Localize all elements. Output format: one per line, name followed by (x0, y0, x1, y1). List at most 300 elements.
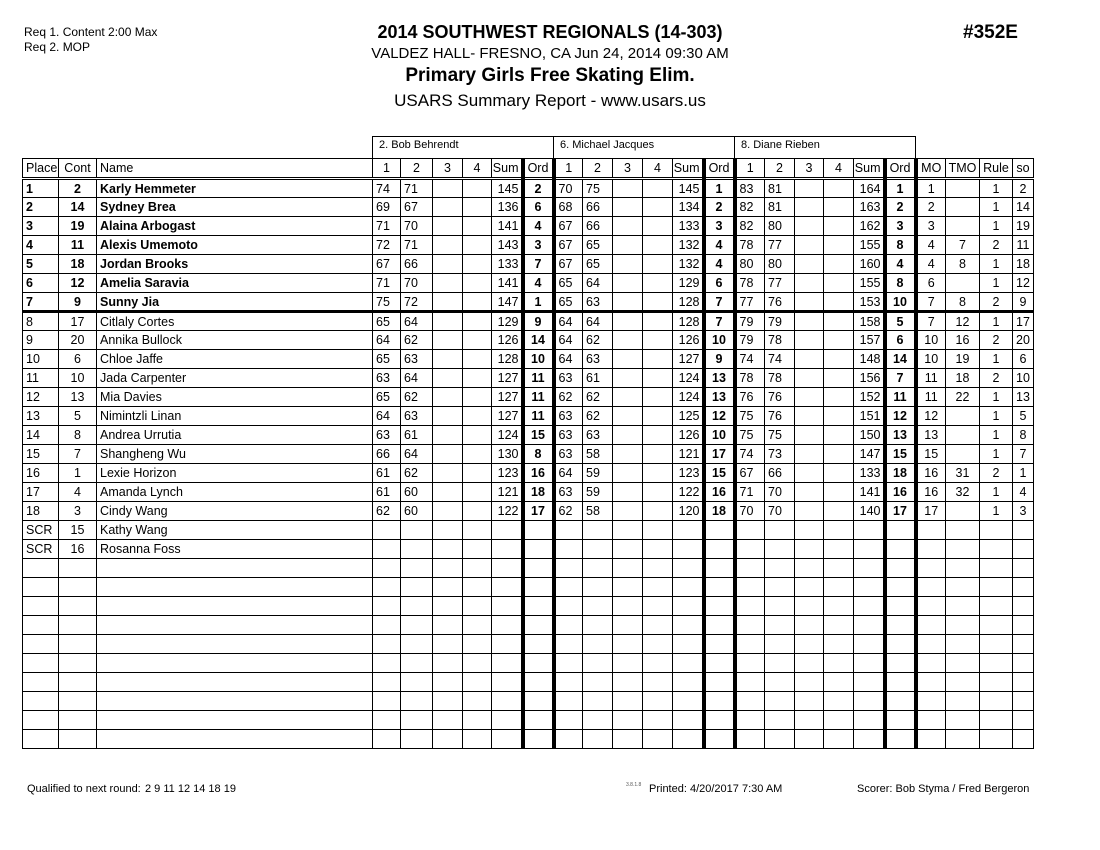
cont-cell: 14 (59, 198, 97, 217)
empty-cell (916, 597, 946, 616)
score-4-cell (643, 502, 673, 521)
tmo-cell (946, 540, 980, 559)
name-cell: Rosanna Foss (97, 540, 373, 559)
tmo-cell: 19 (946, 350, 980, 369)
score-2-cell: 58 (583, 502, 613, 521)
score-3-cell (433, 312, 463, 331)
empty-cell (946, 730, 980, 749)
ordinal-cell: 1 (885, 179, 916, 198)
so-cell: 20 (1013, 331, 1034, 350)
rule-cell: 2 (980, 236, 1013, 255)
empty-cell (916, 692, 946, 711)
name-cell: Andrea Urrutia (97, 426, 373, 445)
empty-cell (23, 692, 59, 711)
score-2-cell: 65 (583, 236, 613, 255)
score-4-cell (824, 350, 854, 369)
score-4-cell (824, 198, 854, 217)
empty-cell (854, 597, 885, 616)
score-3-cell (795, 331, 824, 350)
ordinal-cell (523, 540, 554, 559)
score-3-cell (795, 540, 824, 559)
so-cell: 1 (1013, 464, 1034, 483)
empty-cell (433, 730, 463, 749)
score-2-cell: 60 (401, 502, 433, 521)
rule-cell: 1 (980, 388, 1013, 407)
ordinal-cell: 8 (885, 274, 916, 293)
score-2-cell: 66 (583, 217, 613, 236)
ordinal-cell (885, 540, 916, 559)
place-cell: 7 (23, 293, 59, 312)
sum-cell: 145 (673, 179, 704, 198)
place-cell: SCR (23, 540, 59, 559)
empty-cell (554, 635, 583, 654)
empty-cell (824, 635, 854, 654)
score-1-cell: 65 (373, 312, 401, 331)
empty-cell (373, 559, 401, 578)
empty-cell (643, 635, 673, 654)
score-3-cell (433, 217, 463, 236)
place-cell: 13 (23, 407, 59, 426)
results-body (23, 179, 1034, 749)
tmo-cell (946, 502, 980, 521)
place-cell: 2 (23, 198, 59, 217)
cont-cell: 19 (59, 217, 97, 236)
table-row (23, 426, 1034, 445)
ordinal-cell: 4 (523, 274, 554, 293)
score-1-cell: 67 (554, 236, 583, 255)
empty-cell (946, 692, 980, 711)
score-3-cell (433, 293, 463, 312)
score-2-cell (401, 540, 433, 559)
empty-cell (824, 616, 854, 635)
score-3-cell (795, 369, 824, 388)
empty-cell (673, 559, 704, 578)
empty-cell (373, 711, 401, 730)
tmo-cell: 12 (946, 312, 980, 331)
score-2-cell: 59 (583, 483, 613, 502)
ordinal-cell: 15 (885, 445, 916, 464)
cont-cell: 18 (59, 255, 97, 274)
name-cell: Sydney Brea (97, 198, 373, 217)
place-cell: 12 (23, 388, 59, 407)
empty-cell (765, 597, 795, 616)
empty-cell (492, 635, 523, 654)
empty-cell (401, 711, 433, 730)
empty-cell (795, 597, 824, 616)
score-4-cell (824, 331, 854, 350)
empty-row (23, 597, 1034, 616)
empty-cell (523, 635, 554, 654)
ordinal-cell: 3 (523, 236, 554, 255)
score-4-cell (824, 502, 854, 521)
rule-cell: 2 (980, 369, 1013, 388)
empty-cell (401, 692, 433, 711)
empty-cell (704, 730, 735, 749)
tmo-cell: 8 (946, 255, 980, 274)
score-3-cell (795, 312, 824, 331)
score-1-cell: 62 (554, 388, 583, 407)
score-1-cell: 61 (373, 483, 401, 502)
score-1-cell: 80 (735, 255, 765, 274)
table-row (23, 483, 1034, 502)
j2-col-1: 1 (554, 159, 583, 179)
ordinal-cell: 17 (885, 502, 916, 521)
score-1-cell: 74 (735, 445, 765, 464)
table-row (23, 198, 1034, 217)
empty-cell (373, 654, 401, 673)
score-2-cell: 66 (401, 255, 433, 274)
score-3-cell (613, 198, 643, 217)
score-4-cell (643, 255, 673, 274)
cont-cell: 15 (59, 521, 97, 540)
score-1-cell: 76 (735, 388, 765, 407)
empty-cell (583, 597, 613, 616)
empty-cell (1013, 616, 1034, 635)
score-4-cell (463, 293, 492, 312)
empty-cell (735, 559, 765, 578)
empty-cell (980, 654, 1013, 673)
name-cell: Mia Davies (97, 388, 373, 407)
table-row (23, 407, 1034, 426)
score-3-cell (613, 236, 643, 255)
rule-cell (980, 540, 1013, 559)
empty-cell (613, 711, 643, 730)
sum-cell: 147 (492, 293, 523, 312)
empty-cell (673, 616, 704, 635)
mo-cell: 17 (916, 502, 946, 521)
score-1-cell (735, 521, 765, 540)
empty-cell (765, 692, 795, 711)
sum-cell: 130 (492, 445, 523, 464)
empty-cell (463, 597, 492, 616)
score-4-cell (463, 426, 492, 445)
report-title: USARS Summary Report - www.usars.us (394, 91, 706, 110)
empty-cell (433, 597, 463, 616)
score-4-cell (643, 540, 673, 559)
empty-cell (97, 673, 373, 692)
sum-cell: 128 (673, 312, 704, 331)
ordinal-cell: 4 (704, 236, 735, 255)
so-cell: 9 (1013, 293, 1034, 312)
venue-line: VALDEZ HALL- FRESNO, CA Jun 24, 2014 09:30 AM (371, 45, 729, 62)
tmo-cell (946, 274, 980, 293)
so-cell: 4 (1013, 483, 1034, 502)
sum-cell: 129 (673, 274, 704, 293)
empty-cell (23, 673, 59, 692)
empty-cell (735, 711, 765, 730)
score-2-cell: 81 (765, 198, 795, 217)
version-label: 3.8.1.8 (626, 782, 642, 788)
empty-cell (704, 559, 735, 578)
score-1-cell: 78 (735, 274, 765, 293)
tmo-cell: 18 (946, 369, 980, 388)
empty-cell (373, 673, 401, 692)
empty-cell (795, 711, 824, 730)
so-cell: 13 (1013, 388, 1034, 407)
empty-cell (492, 692, 523, 711)
score-2-cell: 77 (765, 274, 795, 293)
empty-cell (980, 692, 1013, 711)
score-4-cell (643, 293, 673, 312)
score-1-cell (554, 540, 583, 559)
tmo-cell (946, 426, 980, 445)
empty-cell (673, 711, 704, 730)
empty-cell (401, 673, 433, 692)
empty-cell (23, 711, 59, 730)
empty-row (23, 654, 1034, 673)
empty-cell (554, 654, 583, 673)
score-3-cell (613, 331, 643, 350)
judge-header-1: 2. Bob Behrendt (372, 136, 554, 158)
empty-cell (643, 654, 673, 673)
cont-cell: 5 (59, 407, 97, 426)
rule-cell: 1 (980, 198, 1013, 217)
empty-cell (704, 635, 735, 654)
empty-cell (946, 673, 980, 692)
score-3-cell (433, 179, 463, 198)
j1-col-3: 3 (433, 159, 463, 179)
sum-cell: 126 (673, 426, 704, 445)
empty-cell (643, 578, 673, 597)
empty-cell (433, 559, 463, 578)
ordinal-cell: 7 (885, 369, 916, 388)
score-3-cell (613, 369, 643, 388)
sum-cell: 124 (492, 426, 523, 445)
score-3-cell (433, 255, 463, 274)
score-1-cell: 63 (373, 426, 401, 445)
ordinal-cell: 14 (523, 331, 554, 350)
j2-col-4: 4 (643, 159, 673, 179)
ordinal-cell: 1 (523, 293, 554, 312)
score-4-cell (463, 483, 492, 502)
empty-cell (980, 711, 1013, 730)
score-1-cell: 67 (373, 255, 401, 274)
empty-cell (643, 559, 673, 578)
score-2-cell: 70 (765, 483, 795, 502)
score-4-cell (824, 369, 854, 388)
empty-cell (854, 711, 885, 730)
score-2-cell: 76 (765, 388, 795, 407)
qualified-list: 2 9 11 12 14 18 19 (145, 783, 236, 795)
ordinal-cell: 12 (704, 407, 735, 426)
score-1-cell: 70 (735, 502, 765, 521)
ordinal-cell: 6 (704, 274, 735, 293)
empty-cell (433, 578, 463, 597)
score-2-cell: 71 (401, 179, 433, 198)
empty-cell (824, 711, 854, 730)
ordinal-cell: 18 (523, 483, 554, 502)
empty-cell (583, 616, 613, 635)
empty-cell (492, 616, 523, 635)
score-4-cell (824, 426, 854, 445)
place-cell: 14 (23, 426, 59, 445)
col-rule: Rule (980, 159, 1013, 179)
table-row (23, 179, 1034, 198)
score-2-cell: 81 (765, 179, 795, 198)
cont-cell: 11 (59, 236, 97, 255)
empty-cell (401, 730, 433, 749)
empty-cell (885, 654, 916, 673)
mo-cell: 11 (916, 369, 946, 388)
empty-cell (523, 692, 554, 711)
empty-cell (765, 616, 795, 635)
results-table (22, 158, 1034, 749)
cont-cell: 3 (59, 502, 97, 521)
sum-cell: 133 (673, 217, 704, 236)
score-3-cell (433, 198, 463, 217)
rule-cell: 1 (980, 255, 1013, 274)
empty-cell (97, 578, 373, 597)
ordinal-cell: 3 (704, 217, 735, 236)
cont-cell: 12 (59, 274, 97, 293)
score-2-cell: 62 (583, 407, 613, 426)
score-1-cell: 68 (554, 198, 583, 217)
empty-cell (492, 559, 523, 578)
empty-cell (523, 616, 554, 635)
empty-cell (554, 673, 583, 692)
score-3-cell (795, 521, 824, 540)
score-2-cell: 61 (583, 369, 613, 388)
empty-cell (613, 559, 643, 578)
empty-cell (735, 692, 765, 711)
score-4-cell (643, 198, 673, 217)
score-3-cell (433, 502, 463, 521)
sum-cell (854, 540, 885, 559)
empty-cell (373, 597, 401, 616)
ordinal-cell: 10 (704, 426, 735, 445)
score-3-cell (613, 521, 643, 540)
sum-cell: 150 (854, 426, 885, 445)
empty-cell (59, 730, 97, 749)
score-2-cell: 66 (583, 198, 613, 217)
score-4-cell (463, 312, 492, 331)
name-cell: Chloe Jaffe (97, 350, 373, 369)
empty-cell (704, 616, 735, 635)
score-3-cell (433, 388, 463, 407)
rule-cell: 1 (980, 312, 1013, 331)
empty-cell (673, 578, 704, 597)
score-3-cell (613, 217, 643, 236)
score-1-cell (554, 521, 583, 540)
score-3-cell (433, 236, 463, 255)
rule-cell: 1 (980, 483, 1013, 502)
rule-cell: 2 (980, 331, 1013, 350)
j1-col-1: 1 (373, 159, 401, 179)
rule-cell: 2 (980, 464, 1013, 483)
empty-cell (885, 730, 916, 749)
mo-cell: 12 (916, 407, 946, 426)
place-cell: 18 (23, 502, 59, 521)
empty-cell (401, 616, 433, 635)
j1-col-ord: Ord (523, 159, 554, 179)
sum-cell: 134 (673, 198, 704, 217)
empty-cell (885, 673, 916, 692)
empty-cell (433, 635, 463, 654)
ordinal-cell (704, 540, 735, 559)
score-1-cell: 64 (554, 464, 583, 483)
empty-row (23, 616, 1034, 635)
requirement-1: Req 1. Content 2:00 Max (24, 25, 158, 39)
empty-cell (613, 673, 643, 692)
empty-cell (854, 654, 885, 673)
score-4-cell (643, 350, 673, 369)
score-3-cell (795, 502, 824, 521)
score-4-cell (463, 274, 492, 293)
empty-cell (946, 654, 980, 673)
sum-cell: 121 (673, 445, 704, 464)
score-1-cell: 82 (735, 217, 765, 236)
empty-cell (583, 559, 613, 578)
so-cell: 2 (1013, 179, 1034, 198)
empty-cell (401, 654, 433, 673)
score-2-cell: 75 (765, 426, 795, 445)
j3-col-4: 4 (824, 159, 854, 179)
score-3-cell (613, 426, 643, 445)
sum-cell: 133 (492, 255, 523, 274)
j3-col-1: 1 (735, 159, 765, 179)
score-1-cell: 63 (554, 445, 583, 464)
sum-cell: 158 (854, 312, 885, 331)
empty-cell (1013, 597, 1034, 616)
event-title: Primary Girls Free Skating Elim. (405, 65, 695, 86)
so-cell (1013, 540, 1034, 559)
name-cell: Jordan Brooks (97, 255, 373, 274)
score-2-cell: 63 (401, 350, 433, 369)
empty-cell (1013, 635, 1034, 654)
so-cell: 19 (1013, 217, 1034, 236)
empty-cell (583, 578, 613, 597)
empty-cell (885, 635, 916, 654)
mo-cell: 2 (916, 198, 946, 217)
empty-cell (59, 635, 97, 654)
cont-cell: 13 (59, 388, 97, 407)
empty-cell (916, 559, 946, 578)
empty-cell (1013, 711, 1034, 730)
score-4-cell (463, 350, 492, 369)
ordinal-cell: 16 (704, 483, 735, 502)
score-4-cell (643, 483, 673, 502)
score-2-cell: 63 (583, 350, 613, 369)
ordinal-cell: 4 (704, 255, 735, 274)
score-4-cell (463, 464, 492, 483)
empty-cell (463, 635, 492, 654)
score-4-cell (463, 502, 492, 521)
empty-cell (673, 730, 704, 749)
place-cell: 11 (23, 369, 59, 388)
empty-cell (765, 635, 795, 654)
score-1-cell: 74 (373, 179, 401, 198)
score-4-cell (824, 312, 854, 331)
score-1-cell: 63 (554, 407, 583, 426)
j3-col-ord: Ord (885, 159, 916, 179)
place-cell: 16 (23, 464, 59, 483)
empty-cell (765, 673, 795, 692)
score-1-cell: 63 (554, 426, 583, 445)
empty-cell (523, 673, 554, 692)
so-cell: 18 (1013, 255, 1034, 274)
ordinal-cell: 11 (523, 407, 554, 426)
score-1-cell: 61 (373, 464, 401, 483)
name-cell: Nimintzli Linan (97, 407, 373, 426)
empty-cell (523, 559, 554, 578)
header-row (23, 159, 1034, 179)
empty-cell (523, 711, 554, 730)
so-cell: 5 (1013, 407, 1034, 426)
score-3-cell (433, 464, 463, 483)
sum-cell: 148 (854, 350, 885, 369)
score-2-cell: 70 (765, 502, 795, 521)
name-cell: Lexie Horizon (97, 464, 373, 483)
